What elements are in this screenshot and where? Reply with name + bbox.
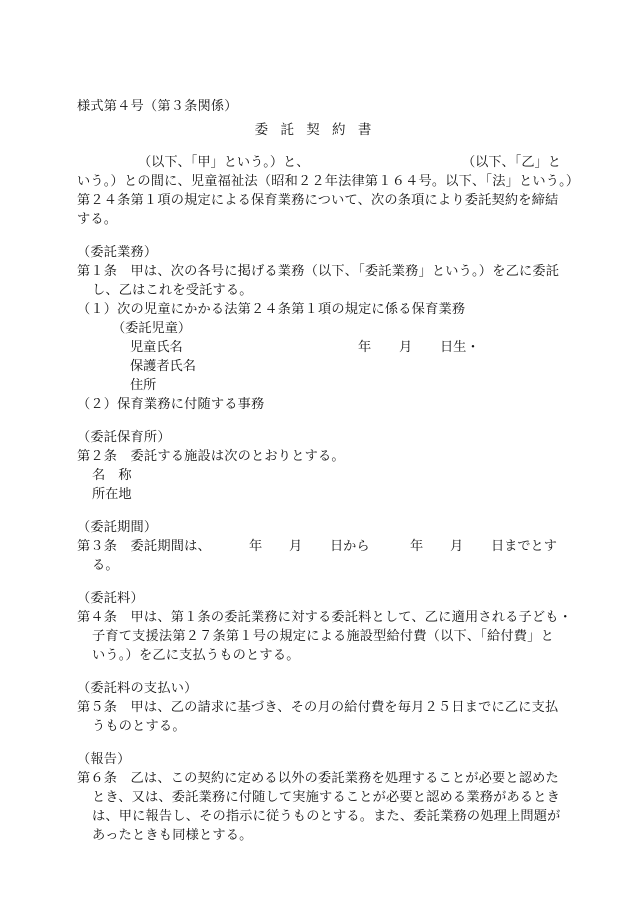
article-5-line-1: 第５条 甲は、乙の請求に基づき、その月の給付費を毎月２５日までに乙に支払 [77, 700, 559, 715]
birth-day-label: 日生・ [440, 340, 480, 355]
article-4-heading: （委託料） [77, 591, 144, 606]
period-end-month: 月 [450, 539, 464, 554]
intro-line-4: する。 [77, 212, 118, 227]
article-5-line-2: うものとする。 [92, 719, 186, 734]
form-label: 様式第４号（第３条関係） [77, 99, 238, 114]
intro-line-3: 第２４条第１項の規定による保育業務について、次の条項により委託契約を締結 [77, 193, 559, 208]
birth-year-label: 年 [358, 340, 372, 355]
article-2-line-1: 第２条 委託する施設は次のとおりとする。 [77, 449, 345, 464]
period-end-year: 年 [410, 539, 424, 554]
facility-location-label: 所在地 [92, 487, 132, 502]
intro-line-1b: （以下、「乙」と [462, 155, 561, 170]
article-1-heading: （委託業務） [77, 245, 158, 260]
article-1-item-1: （１）次の児童にかかる法第２４条第１項の規定に係る保育業務 [77, 302, 466, 317]
period-start-day: 日から [330, 539, 370, 554]
article-1-item-2: （２）保育業務に付随する事務 [77, 397, 265, 412]
article-1-line-1: 第１条 甲は、次の各号に掲げる業務（以下、「委託業務」という。）を乙に委託 [77, 264, 560, 279]
article-3-heading: （委託期間） [77, 520, 158, 535]
article-6-line-4: あったときも同様とする。 [92, 828, 253, 843]
period-end-day: 日までとす [491, 539, 557, 554]
article-6-heading: （報告） [77, 752, 131, 767]
article-4-line-2: 子育て支援法第２７条第１号の規定による施設型給付費（以下、「給付費」と [92, 629, 554, 644]
article-3-line-1a: 第３条 委託期間は、 [77, 539, 211, 554]
article-6-line-2: とき、又は、委託業務に付随して実施することが必要と認める業務があるとき [92, 790, 561, 805]
intro-line-2: いう。）との間に、児童福祉法（昭和２２年法律第１６４号。以下、「法」という。） [77, 174, 580, 189]
child-heading: （委託児童） [112, 321, 192, 336]
birth-month-label: 月 [399, 340, 413, 355]
period-start-year: 年 [249, 539, 263, 554]
intro-line-1a: （以下、「甲」という。）と、 [138, 155, 310, 170]
article-2-heading: （委託保育所） [77, 430, 171, 445]
article-1-line-2: し、乙はこれを受託する。 [92, 283, 253, 298]
article-6-line-3: は、甲に報告し、その指示に従うものとする。また、委託業務の処理上問題が [92, 809, 561, 824]
article-6-line-1: 第６条 乙は、この契約に定める以外の委託業務を処理することが必要と認めた [77, 771, 559, 786]
facility-name-label: 名 称 [92, 468, 132, 483]
document-title: 委 託 契 約 書 [254, 122, 376, 138]
period-start-month: 月 [289, 539, 303, 554]
article-4-line-1: 第４条 甲は、第１条の委託業務に対する委託料として、乙に適用される子ども・ [77, 610, 573, 625]
article-3-line-2: る。 [92, 558, 119, 573]
address-label: 住所 [130, 378, 157, 393]
guardian-name-label: 保護者氏名 [130, 359, 196, 374]
article-5-heading: （委託料の支払い） [77, 681, 198, 696]
child-name-label: 児童氏名 [130, 340, 183, 355]
article-4-line-3: いう。）を乙に支払うものとする。 [92, 648, 300, 663]
